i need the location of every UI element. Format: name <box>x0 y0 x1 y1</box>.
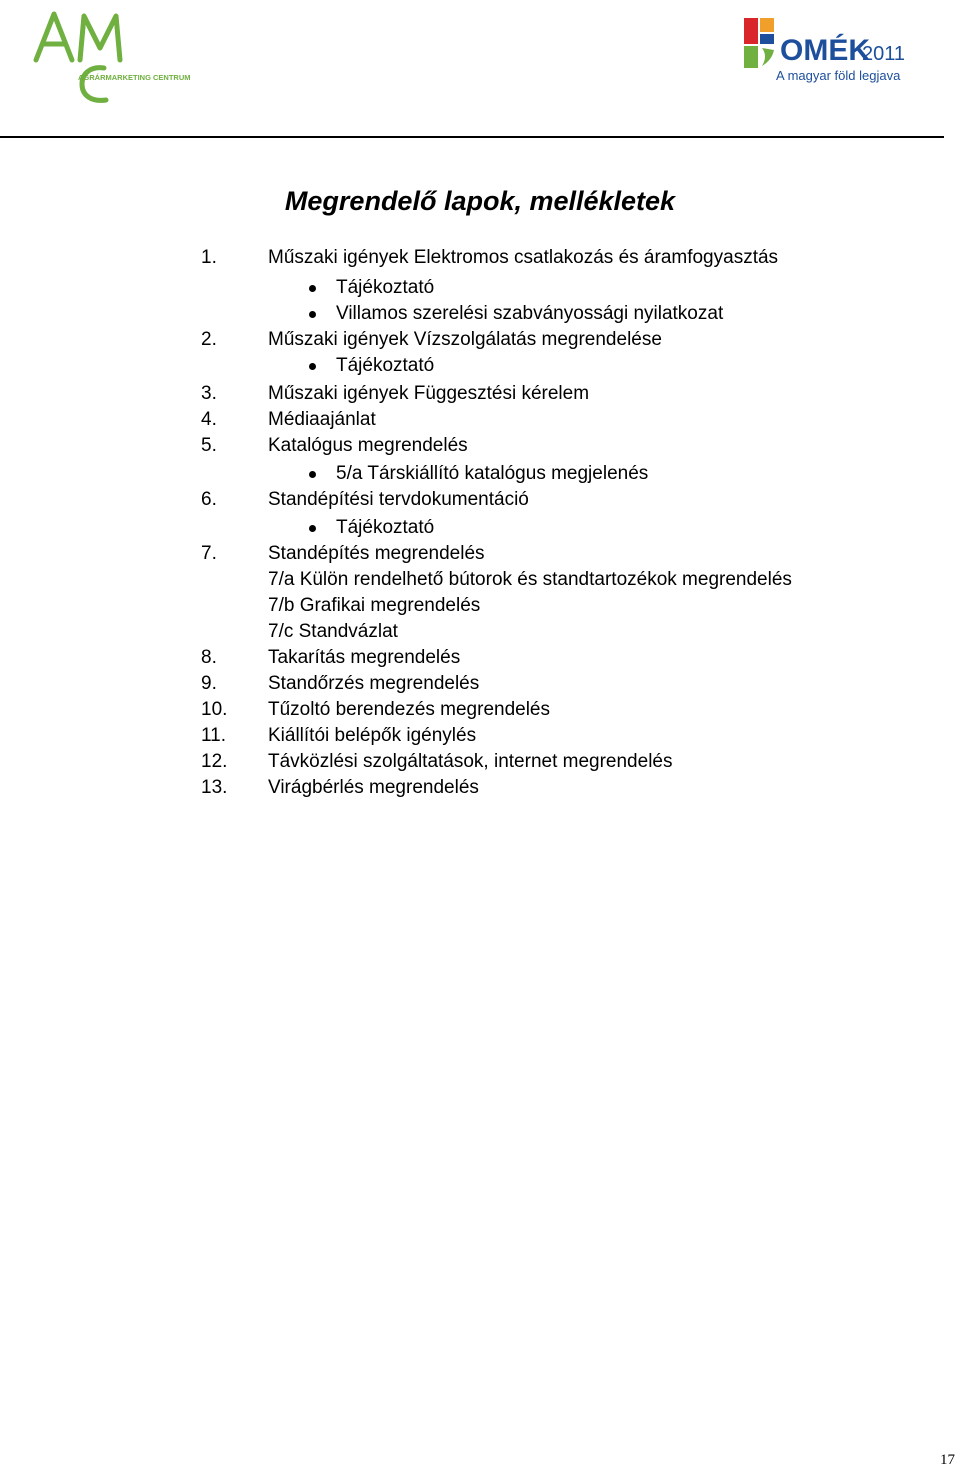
bullet-icon <box>309 311 316 318</box>
bullet-icon <box>309 471 316 478</box>
amc-logo <box>28 8 198 104</box>
bullet-icon <box>309 525 316 532</box>
page-number: 17 <box>940 1452 955 1468</box>
omek-logo-year: 2011 <box>862 43 906 65</box>
header-divider <box>0 136 944 138</box>
omek-logo-name: OMÉK <box>780 34 870 67</box>
page-header <box>0 0 960 140</box>
page-title: Megrendelő lapok, mellékletek <box>284 186 676 216</box>
bullet-icon <box>309 285 316 292</box>
omek-logo-slogan: A magyar föld legjava <box>776 68 901 83</box>
amc-logo-caption: AGRÁRMARKETING CENTRUM <box>78 73 191 82</box>
omek-logo <box>742 14 922 94</box>
bullet-icon <box>309 363 316 370</box>
